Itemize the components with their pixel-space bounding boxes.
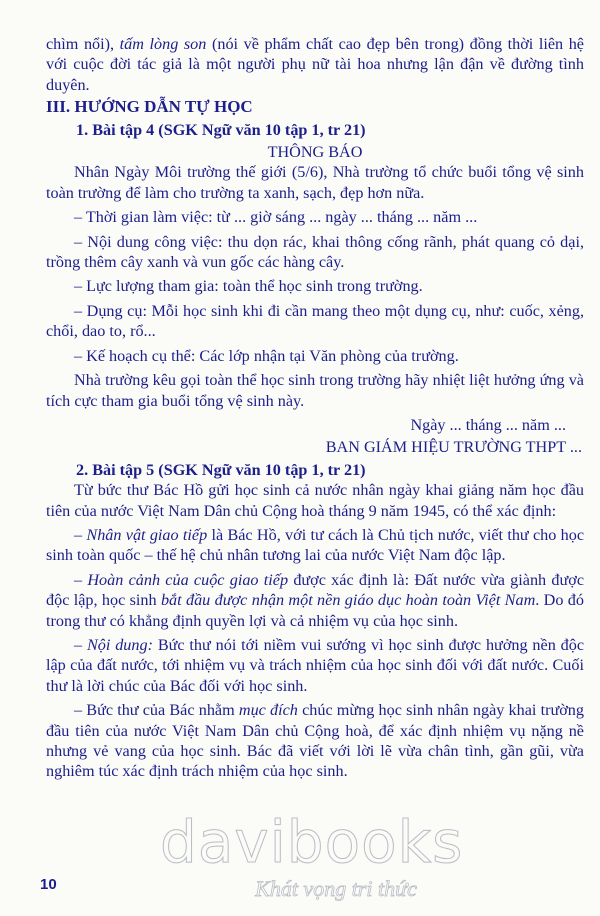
- italic-term: tấm lòng son: [119, 35, 207, 53]
- exercise-5-title: 2. Bài tập 5 (SGK Ngữ văn 10 tập 1, tr 21): [76, 460, 366, 479]
- exercise-4-title: 1. Bài tập 4 (SGK Ngữ văn 10 tập 1, tr 21): [76, 120, 366, 139]
- notice-title: THÔNG BÁO: [267, 143, 363, 162]
- exercise-5-intro: Từ bức thư Bác Hồ gửi học sinh cả nước nhân ngày khai giảng năm học đầu tiên của nước Việt Nam Dân chủ Cộng hoà tháng 9 năm 1945, có thể xác định:: [46, 481, 584, 520]
- notice-tools: – Dụng cụ: Mỗi học sinh khi đi cần mang theo một dụng cụ, như: cuốc, xẻng, chổi, dao to, rổ...: [46, 301, 584, 341]
- bullet-context: – Hoàn cảnh của cuộc giao tiếp được xác định là: Đất nước vừa giành được độc lập, học sinh bắt đầu được nhận một nền giáo dục hoàn toàn Việt Nam. Do đó trong thư có khẳng định quyền lợi và cả nhiệm vụ của học sinh.: [46, 570, 585, 630]
- notice-intro: Nhân Ngày Môi trường thế giới (5/6), Nhà trường tổ chức buổi tổng vệ sinh toàn trường để làm cho trường ta xanh, sạch, đẹp hơn nữa.: [46, 163, 584, 202]
- bullet-content: – Nội dung: Bức thư nói tới niềm vui sướng vì học sinh được hưởng nền độc lập của đất nước, tới nhiệm vụ và trách nhiệm của học sinh đối với đất nước. Cuối thư là lời chúc của Bác đối với học sinh.: [46, 635, 585, 695]
- page-number: 10: [40, 876, 57, 893]
- bullet-participant: – Nhân vật giao tiếp là Bác Hồ, với tư cách là Chủ tịch nước, viết thư cho học sinh toàn quốc – thế hệ chủ nhân tương lai của nước Việt Nam độc lập.: [46, 525, 585, 565]
- bullet-purpose: – Bức thư của Bác nhằm mục đích chúc mừng học sinh nhân ngày khai trường đầu tiên của nước Việt Nam Dân chủ Cộng hoà, để xác định nhiệm vụ nặng nề nhưng vẻ vang của học sinh. Bác đã viết với lời lẽ vừa chân tình, gần gũi, vừa nghiêm túc xác định trách nhiệm của học sinh.: [46, 701, 584, 781]
- notice-call: Nhà trường kêu gọi toàn thể học sinh trong trường hãy nhiệt liệt hưởng ứng và tích cực tham gia buổi tổng vệ sinh này.: [46, 371, 584, 410]
- watermark-logo: davibooks: [160, 808, 464, 876]
- notice-force: – Lực lượng tham gia: toàn thể học sinh trong trường.: [74, 277, 423, 296]
- watermark-tagline: Khát vọng tri thức: [255, 876, 417, 901]
- notice-signer: BAN GIÁM HIỆU TRƯỜNG THPT ...: [325, 438, 582, 457]
- notice-date: Ngày ... tháng ... năm ...: [410, 415, 566, 434]
- notice-time: – Thời gian làm việc: từ ... giờ sáng ... ngày ... tháng ... năm ...: [74, 208, 478, 227]
- notice-content: – Nội dung công việc: thu dọn rác, khai thông cống rãnh, phát quang cỏ dại, trồng thêm cây xanh và vun gốc các hàng cây.: [46, 232, 584, 272]
- page-text: [46, 34, 584, 782]
- section-heading: III. HƯỚNG DẪN TỰ HỌC: [46, 97, 253, 117]
- notice-plan: – Kế hoạch cụ thể: Các lớp nhận tại Văn phòng của trường.: [74, 346, 459, 365]
- paragraph-continuation: chìm nổi), tấm lòng son (nói về phẩm chất cao đẹp bên trong) đồng thời liên hệ với cuộc đời tác giả là một người phụ nữ tài hoa nhưng lận đận về đường tình duyên.: [46, 35, 584, 94]
